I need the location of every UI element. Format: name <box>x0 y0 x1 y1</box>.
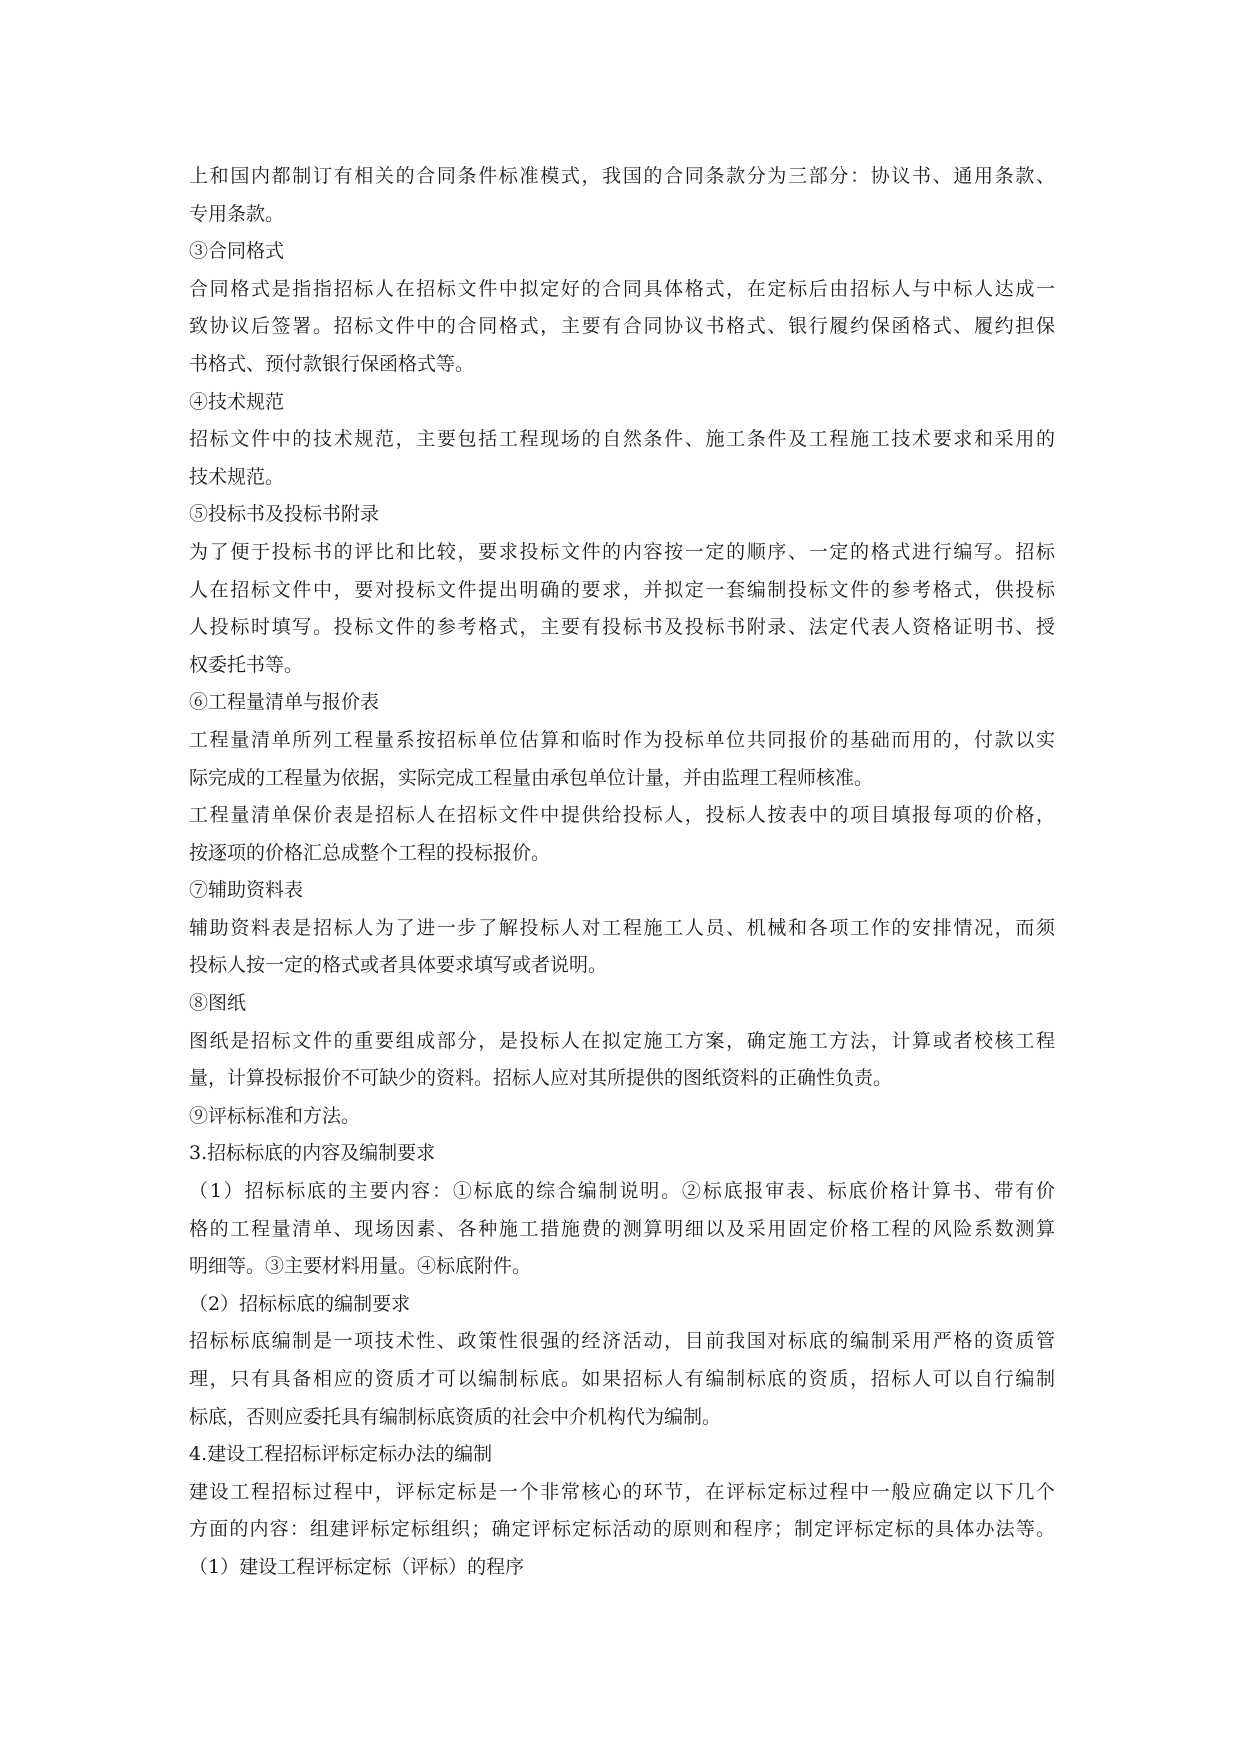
text-line: （1）建设工程评标定标（评标）的程序 <box>189 1555 525 1578</box>
text-line: ⑥工程量清单与报价表 <box>189 691 380 714</box>
text-line: ⑧图纸 <box>189 992 247 1015</box>
document-body <box>189 158 1055 1587</box>
text-line: 致协议后签署。招标文件中的合同格式，主要有合同协议书格式、银行履约保函格式、履约担保 <box>189 315 1055 338</box>
text-line: ⑤投标书及投标书附录 <box>189 503 380 526</box>
text-line: （1）招标标底的主要内容：①标底的综合编制说明。②标底报审表、标底价格计算书、带有价 <box>189 1180 1055 1203</box>
text-line: 图纸是招标文件的重要组成部分，是投标人在拟定施工方案，确定施工方法，计算或者校核工程 <box>189 1029 1055 1052</box>
text-line: 明细等。③主要材料用量。④标底附件。 <box>189 1255 532 1278</box>
text-line: 为了便于投标书的评比和比较，要求投标文件的内容按一定的顺序、一定的格式进行编写。招标 <box>189 540 1055 563</box>
text-line: 工程量清单所列工程量系按招标单位估算和临时作为投标单位共同报价的基础而用的，付款以实 <box>189 728 1055 751</box>
text-line: 辅助资料表是招标人为了进一步了解投标人对工程施工人员、机械和各项工作的安排情况，而须 <box>189 916 1055 939</box>
text-line: 投标人按一定的格式或者具体要求填写或者说明。 <box>189 954 608 977</box>
text-line: 招标文件中的技术规范，主要包括工程现场的自然条件、施工条件及工程施工技术要求和采用的 <box>189 428 1055 451</box>
text-line: 3.招标标底的内容及编制要求 <box>189 1142 436 1165</box>
text-line: 专用条款。 <box>189 202 285 225</box>
text-line: 招标标底编制是一项技术性、政策性很强的经济活动，目前我国对标底的编制采用严格的资质管 <box>189 1330 1055 1353</box>
text-line: 理，只有具备相应的资质才可以编制标底。如果招标人有编制标底的资质，招标人可以自行编制 <box>189 1368 1055 1390</box>
text-line: （2）招标标底的编制要求 <box>189 1292 411 1315</box>
text-line: 际完成的工程量为依据，实际完成工程量由承包单位计量，并由监理工程师核准。 <box>189 766 874 789</box>
text-line: 上和国内都制订有相关的合同条件标准模式，我国的合同条款分为三部分：协议书、通用条款、 <box>189 165 1055 187</box>
text-line: 权委托书等。 <box>189 653 304 676</box>
text-line: 方面的内容：组建评标定标组织；确定评标定标活动的原则和程序；制定评标定标的具体办法等。 <box>189 1518 1055 1541</box>
text-line: ③合同格式 <box>189 240 285 263</box>
text-line: 建设工程招标过程中，评标定标是一个非常核心的环节，在评标定标过程中一般应确定以下几个 <box>189 1480 1055 1503</box>
text-line: 技术规范。 <box>189 465 285 488</box>
text-line: ④技术规范 <box>189 390 285 413</box>
text-line: 格的工程量清单、现场因素、各种施工措施费的测算明细以及采用固定价格工程的风险系数测算 <box>189 1217 1055 1240</box>
text-line: ⑦辅助资料表 <box>189 879 304 902</box>
text-line: 人在招标文件中，要对投标文件提出明确的要求，并拟定一套编制投标文件的参考格式，供投标 <box>189 578 1055 601</box>
text-line: 4.建设工程招标评标定标办法的编制 <box>189 1443 493 1466</box>
text-line: 按逐项的价格汇总成整个工程的投标报价。 <box>189 841 551 864</box>
text-line: ⑨评标标准和方法。 <box>189 1104 361 1127</box>
text-line: 书格式、预付款银行保函格式等。 <box>189 352 475 375</box>
text-line: 标底，否则应委托具有编制标底资质的社会中介机构代为编制。 <box>189 1405 722 1428</box>
text-line: 量，计算投标报价不可缺少的资料。招标人应对其所提供的图纸资料的正确性负责。 <box>189 1067 893 1090</box>
text-line: 工程量清单保价表是招标人在招标文件中提供给投标人，投标人按表中的项目填报每项的价格， <box>189 804 1055 827</box>
text-line: 人投标时填写。投标文件的参考格式，主要有投标书及投标书附录、法定代表人资格证明书、授 <box>189 616 1055 639</box>
text-line: 合同格式是指指招标人在招标文件中拟定好的合同具体格式，在定标后由招标人与中标人达成一 <box>189 277 1055 300</box>
